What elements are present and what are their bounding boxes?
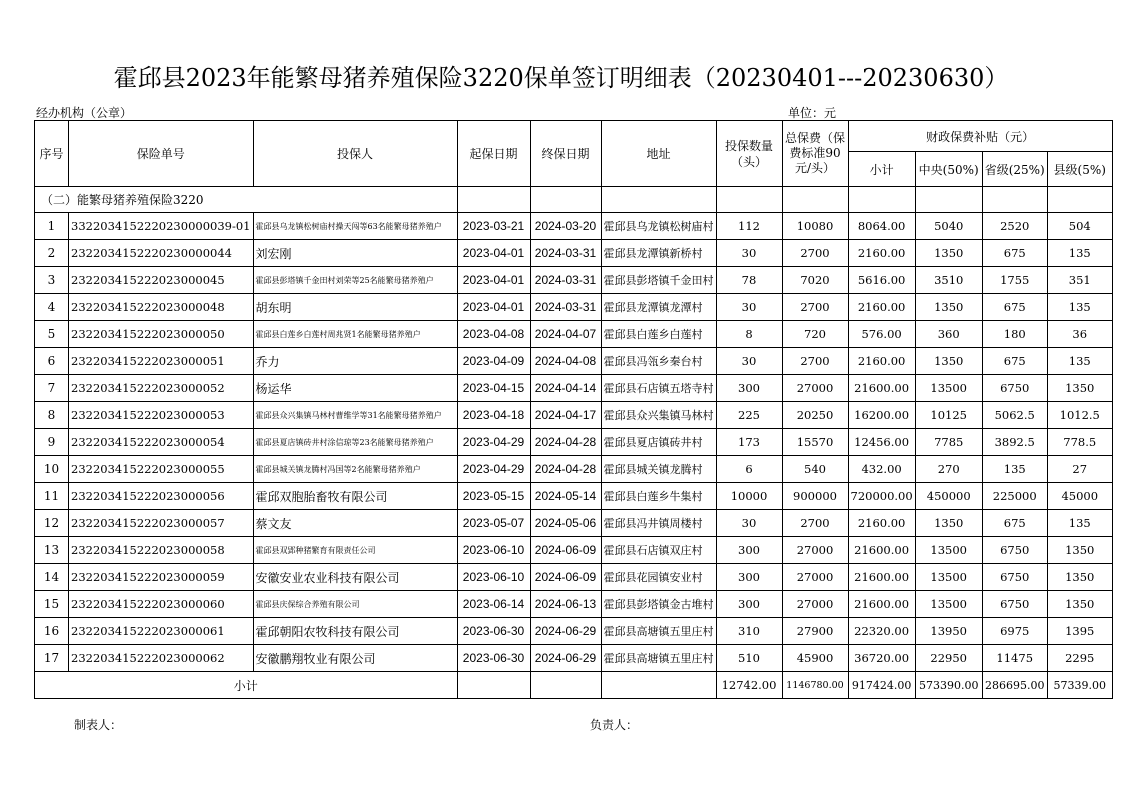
- row-start-date: 2023-04-15: [457, 375, 530, 402]
- row-insured: 霍邱县城关镇龙腾村冯国等2名能繁母猪养殖户: [253, 456, 457, 483]
- row-provincial: 675: [982, 240, 1047, 267]
- row-end-date: 2024-06-29: [530, 645, 601, 672]
- table-row: [35, 240, 1113, 267]
- row-county: 1012.5: [1047, 402, 1112, 429]
- total-provincial: 286695.00: [982, 672, 1047, 699]
- row-county: 1350: [1047, 375, 1112, 402]
- row-address: 霍邱县冯井镇周楼村: [601, 510, 716, 537]
- section-label: （二）能繁母猪养殖保险3220: [35, 187, 458, 213]
- row-county: 1350: [1047, 537, 1112, 564]
- row-start-date: 2023-04-29: [457, 456, 530, 483]
- preparer-label: 制表人：: [74, 718, 123, 732]
- row-subtotal: 21600.00: [848, 591, 915, 618]
- row-start-date: 2023-04-08: [457, 321, 530, 348]
- row-address: 霍邱县石店镇双庄村: [601, 537, 716, 564]
- header-start-date: 起保日期: [457, 121, 530, 187]
- row-total-premium: 2700: [782, 510, 848, 537]
- row-start-date: 2023-04-01: [457, 294, 530, 321]
- row-central: 1350: [915, 240, 982, 267]
- row-insured: 霍邱双胞胎畜牧有限公司: [253, 483, 457, 510]
- row-county: 135: [1047, 240, 1112, 267]
- row-policy-no: 23220341522202300000​44: [69, 240, 254, 267]
- row-policy-no: 232203415222023000045: [69, 267, 254, 294]
- policy-detail-table: [34, 120, 1113, 699]
- row-end-date: 2024-03-31: [530, 267, 601, 294]
- row-address: 霍邱县乌龙镇松树庙村: [601, 213, 716, 240]
- row-subtotal: 16200.00: [848, 402, 915, 429]
- row-policy-no: 232203415222023000054: [69, 429, 254, 456]
- row-quantity: 300: [716, 591, 782, 618]
- row-quantity: 78: [716, 267, 782, 294]
- row-end-date: 2024-04-08: [530, 348, 601, 375]
- row-policy-no: 232203415222023000056: [69, 483, 254, 510]
- row-subtotal: 2160.00: [848, 240, 915, 267]
- table-row: [35, 348, 1113, 375]
- row-end-date: 2024-04-17: [530, 402, 601, 429]
- row-insured: 霍邱县众兴集镇马林村曹维学等31名能繁母猪养殖户: [253, 402, 457, 429]
- row-start-date: 2023-04-09: [457, 348, 530, 375]
- row-total-premium: 2700: [782, 240, 848, 267]
- row-address: 霍邱县白莲乡牛集村: [601, 483, 716, 510]
- responsible-label: 负责人：: [590, 718, 639, 732]
- total-central: 573390.00: [915, 672, 982, 699]
- row-quantity: 300: [716, 537, 782, 564]
- row-policy-no: 232203415222023000060: [69, 591, 254, 618]
- row-subtotal: 2160.00: [848, 510, 915, 537]
- row-address: 霍邱县高塘镇五里庄村: [601, 618, 716, 645]
- row-central: 10125: [915, 402, 982, 429]
- row-county: 45000: [1047, 483, 1112, 510]
- row-subtotal: 21600.00: [848, 375, 915, 402]
- row-start-date: 2023-04-01: [457, 267, 530, 294]
- row-start-date: 2023-06-30: [457, 645, 530, 672]
- row-insured: 刘宏刚: [253, 240, 457, 267]
- row-county: 27: [1047, 456, 1112, 483]
- row-provincial: 6750: [982, 537, 1047, 564]
- row-policy-no: 232203415222023000059: [69, 564, 254, 591]
- header-end-date: 终保日期: [530, 121, 601, 187]
- page-title: 霍邱县2023年能繁母猪养殖保险3220保单签订明细表（20230401---20230630）: [113, 64, 1009, 92]
- row-start-date: 2023-05-15: [457, 483, 530, 510]
- row-central: 3510: [915, 267, 982, 294]
- header-central: 中央(50%): [915, 152, 982, 187]
- row-address: 霍邱县城关镇龙腾村: [601, 456, 716, 483]
- row-start-date: 2023-03-21: [457, 213, 530, 240]
- row-subtotal: 21600.00: [848, 537, 915, 564]
- row-policy-no: 232203415222023000061: [69, 618, 254, 645]
- row-total-premium: 27000: [782, 537, 848, 564]
- row-total-premium: 45900: [782, 645, 848, 672]
- row-insured: 霍邱朝阳农牧科技有限公司: [253, 618, 457, 645]
- row-address: 霍邱县冯瓴乡秦台村: [601, 348, 716, 375]
- row-provincial: 6750: [982, 564, 1047, 591]
- unit-label: 单位：元: [788, 106, 837, 120]
- row-total-premium: 7020: [782, 267, 848, 294]
- row-total-premium: 2700: [782, 294, 848, 321]
- row-end-date: 2024-04-28: [530, 456, 601, 483]
- row-seq: 1: [35, 213, 69, 240]
- row-central: 1350: [915, 294, 982, 321]
- row-central: 22950: [915, 645, 982, 672]
- row-central: 1350: [915, 348, 982, 375]
- row-total-premium: 27000: [782, 591, 848, 618]
- row-end-date: 2024-04-07: [530, 321, 601, 348]
- row-seq: 6: [35, 348, 69, 375]
- row-end-date: 2024-06-29: [530, 618, 601, 645]
- row-policy-no: 232203415222023000055: [69, 456, 254, 483]
- table-row: [35, 375, 1113, 402]
- row-address: 霍邱县众兴集镇马林村: [601, 402, 716, 429]
- row-policy-no: 232203415222023000051: [69, 348, 254, 375]
- row-end-date: 2024-03-20: [530, 213, 601, 240]
- row-policy-no: 232203415222023000048: [69, 294, 254, 321]
- row-quantity: 30: [716, 240, 782, 267]
- row-central: 450000: [915, 483, 982, 510]
- row-total-premium: 2700: [782, 348, 848, 375]
- row-county: 2295: [1047, 645, 1112, 672]
- row-end-date: 2024-05-14: [530, 483, 601, 510]
- row-end-date: 2024-04-28: [530, 429, 601, 456]
- row-subtotal: 8064.00: [848, 213, 915, 240]
- row-subtotal: 12456.00: [848, 429, 915, 456]
- row-central: 270: [915, 456, 982, 483]
- row-quantity: 310: [716, 618, 782, 645]
- row-provincial: 3892.5: [982, 429, 1047, 456]
- row-end-date: 2024-06-09: [530, 564, 601, 591]
- row-seq: 13: [35, 537, 69, 564]
- row-quantity: 30: [716, 348, 782, 375]
- table-row: [35, 510, 1113, 537]
- agency-label: 经办机构（公章）: [36, 106, 133, 120]
- row-subtotal: 36720.00: [848, 645, 915, 672]
- row-total-premium: 20250: [782, 402, 848, 429]
- total-subtotal: 917424.00: [848, 672, 915, 699]
- row-subtotal: 2160.00: [848, 294, 915, 321]
- total-county: 57339.00: [1047, 672, 1112, 699]
- row-insured: 霍邱县夏店镇砖井村涂信琼等23名能繁母猪养殖户: [253, 429, 457, 456]
- row-insured: 霍邱县乌龙镇松树庙村操天闯等63名能繁母猪养殖户: [253, 213, 457, 240]
- row-seq: 17: [35, 645, 69, 672]
- row-county: 36: [1047, 321, 1112, 348]
- row-central: 7785: [915, 429, 982, 456]
- row-total-premium: 540: [782, 456, 848, 483]
- row-seq: 16: [35, 618, 69, 645]
- row-central: 1350: [915, 510, 982, 537]
- header-seq: 序号: [35, 121, 69, 187]
- row-address: 霍邱县高塘镇五里庄村: [601, 645, 716, 672]
- row-central: 13950: [915, 618, 982, 645]
- row-insured: 霍邱县白莲乡白莲村周兆贤1名能繁母猪养殖户: [253, 321, 457, 348]
- header-address: 地址: [601, 121, 716, 187]
- row-insured: 安徽鹏翔牧业有限公司: [253, 645, 457, 672]
- row-insured: 胡东明: [253, 294, 457, 321]
- row-seq: 9: [35, 429, 69, 456]
- table-row: [35, 267, 1113, 294]
- row-policy-no: 232203415222023000058: [69, 537, 254, 564]
- row-provincial: 1755: [982, 267, 1047, 294]
- row-quantity: 112: [716, 213, 782, 240]
- row-seq: 5: [35, 321, 69, 348]
- row-central: 13500: [915, 564, 982, 591]
- table-row: [35, 483, 1113, 510]
- row-provincial: 11475: [982, 645, 1047, 672]
- row-start-date: 2023-04-29: [457, 429, 530, 456]
- row-provincial: 6975: [982, 618, 1047, 645]
- row-insured: 蔡文友: [253, 510, 457, 537]
- row-seq: 15: [35, 591, 69, 618]
- row-seq: 14: [35, 564, 69, 591]
- row-seq: 12: [35, 510, 69, 537]
- table-row: [35, 402, 1113, 429]
- header-county: 县级(5%): [1047, 152, 1112, 187]
- header-subsidy-group: 财政保费补贴（元）: [848, 121, 1112, 152]
- row-address: 霍邱县石店镇五塔寺村: [601, 375, 716, 402]
- row-end-date: 2024-03-31: [530, 240, 601, 267]
- table-row: [35, 294, 1113, 321]
- row-provincial: 675: [982, 510, 1047, 537]
- row-provincial: 6750: [982, 591, 1047, 618]
- row-central: 13500: [915, 375, 982, 402]
- row-insured: 霍邱县庆保综合养殖有限公司: [253, 591, 457, 618]
- row-provincial: 675: [982, 348, 1047, 375]
- row-county: 504: [1047, 213, 1112, 240]
- header-insured: 投保人: [253, 121, 457, 187]
- row-provincial: 6750: [982, 375, 1047, 402]
- row-quantity: 8: [716, 321, 782, 348]
- row-total-premium: 27000: [782, 375, 848, 402]
- row-seq: 2: [35, 240, 69, 267]
- row-central: 5040: [915, 213, 982, 240]
- row-quantity: 225: [716, 402, 782, 429]
- table-row: [35, 564, 1113, 591]
- row-quantity: 30: [716, 510, 782, 537]
- totals-label: 小计: [35, 672, 458, 699]
- row-county: 135: [1047, 510, 1112, 537]
- header-policy-no: 保险单号: [69, 121, 254, 187]
- row-seq: 3: [35, 267, 69, 294]
- row-provincial: 675: [982, 294, 1047, 321]
- row-start-date: 2023-06-10: [457, 537, 530, 564]
- row-start-date: 2023-06-30: [457, 618, 530, 645]
- row-address: 霍邱县彭塔镇金古堆村: [601, 591, 716, 618]
- row-end-date: 2024-06-09: [530, 537, 601, 564]
- row-policy-no: 232203415222023000052: [69, 375, 254, 402]
- row-insured: 安徽安业农业科技有限公司: [253, 564, 457, 591]
- row-quantity: 300: [716, 564, 782, 591]
- header-provincial: 省级(25%): [982, 152, 1047, 187]
- row-quantity: 300: [716, 375, 782, 402]
- row-subtotal: 432.00: [848, 456, 915, 483]
- table-row: [35, 321, 1113, 348]
- row-insured: 霍邱县双郢种猪繁育有限责任公司: [253, 537, 457, 564]
- table-row: [35, 213, 1113, 240]
- header-quantity: 投保数量（头）: [716, 121, 782, 187]
- row-provincial: 180: [982, 321, 1047, 348]
- row-end-date: 2024-04-14: [530, 375, 601, 402]
- row-county: 1395: [1047, 618, 1112, 645]
- row-total-premium: 900000: [782, 483, 848, 510]
- row-address: 霍邱县夏店镇砖井村: [601, 429, 716, 456]
- row-provincial: 135: [982, 456, 1047, 483]
- row-subtotal: 5616.00: [848, 267, 915, 294]
- row-provincial: 225000: [982, 483, 1047, 510]
- row-address: 霍邱县白莲乡白莲村: [601, 321, 716, 348]
- row-seq: 8: [35, 402, 69, 429]
- table-row: [35, 591, 1113, 618]
- row-start-date: 2023-05-07: [457, 510, 530, 537]
- row-county: 135: [1047, 348, 1112, 375]
- row-address: 霍邱县彭塔镇千金田村: [601, 267, 716, 294]
- row-insured: 乔力: [253, 348, 457, 375]
- row-county: 351: [1047, 267, 1112, 294]
- row-seq: 4: [35, 294, 69, 321]
- row-county: 135: [1047, 294, 1112, 321]
- row-subtotal: 720000.00: [848, 483, 915, 510]
- row-start-date: 2023-06-10: [457, 564, 530, 591]
- row-subtotal: 22320.00: [848, 618, 915, 645]
- row-seq: 10: [35, 456, 69, 483]
- table-row: [35, 429, 1113, 456]
- row-policy-no: 3322034152220230000039-01: [69, 213, 254, 240]
- row-subtotal: 576.00: [848, 321, 915, 348]
- row-provincial: 5062.5: [982, 402, 1047, 429]
- row-subtotal: 2160.00: [848, 348, 915, 375]
- row-central: 360: [915, 321, 982, 348]
- row-total-premium: 15570: [782, 429, 848, 456]
- row-total-premium: 10080: [782, 213, 848, 240]
- row-insured: 霍邱县彭塔镇千金田村刘荣等25名能繁母猪养殖户: [253, 267, 457, 294]
- total-qty: 12742.00: [716, 672, 782, 699]
- row-policy-no: 232203415222023000062: [69, 645, 254, 672]
- row-end-date: 2024-05-06: [530, 510, 601, 537]
- row-quantity: 30: [716, 294, 782, 321]
- row-start-date: 2023-04-01: [457, 240, 530, 267]
- row-quantity: 10000: [716, 483, 782, 510]
- row-policy-no: 232203415222023000053: [69, 402, 254, 429]
- row-start-date: 2023-04-18: [457, 402, 530, 429]
- row-total-premium: 27900: [782, 618, 848, 645]
- row-total-premium: 720: [782, 321, 848, 348]
- header-total-premium: 总保费（保费标准90元/头）: [782, 121, 848, 187]
- row-address: 霍邱县龙潭镇龙潭村: [601, 294, 716, 321]
- row-subtotal: 21600.00: [848, 564, 915, 591]
- row-county: 778.5: [1047, 429, 1112, 456]
- row-central: 13500: [915, 591, 982, 618]
- row-end-date: 2024-06-13: [530, 591, 601, 618]
- table-row: [35, 645, 1113, 672]
- row-seq: 11: [35, 483, 69, 510]
- row-provincial: 2520: [982, 213, 1047, 240]
- header-subtotal: 小计: [848, 152, 915, 187]
- table-row: [35, 537, 1113, 564]
- row-seq: 7: [35, 375, 69, 402]
- row-county: 1350: [1047, 591, 1112, 618]
- row-total-premium: 27000: [782, 564, 848, 591]
- row-address: 霍邱县花园镇安业村: [601, 564, 716, 591]
- row-insured: 杨运华: [253, 375, 457, 402]
- row-policy-no: 232203415222023000057: [69, 510, 254, 537]
- row-central: 13500: [915, 537, 982, 564]
- table-row: [35, 456, 1113, 483]
- row-end-date: 2024-03-31: [530, 294, 601, 321]
- row-quantity: 173: [716, 429, 782, 456]
- row-policy-no: 232203415222023000050: [69, 321, 254, 348]
- row-start-date: 2023-06-14: [457, 591, 530, 618]
- table-row: [35, 618, 1113, 645]
- row-county: 1350: [1047, 564, 1112, 591]
- row-quantity: 510: [716, 645, 782, 672]
- row-quantity: 6: [716, 456, 782, 483]
- row-address: 霍邱县龙潭镇新桥村: [601, 240, 716, 267]
- total-premium: 1146780.00: [782, 672, 848, 699]
